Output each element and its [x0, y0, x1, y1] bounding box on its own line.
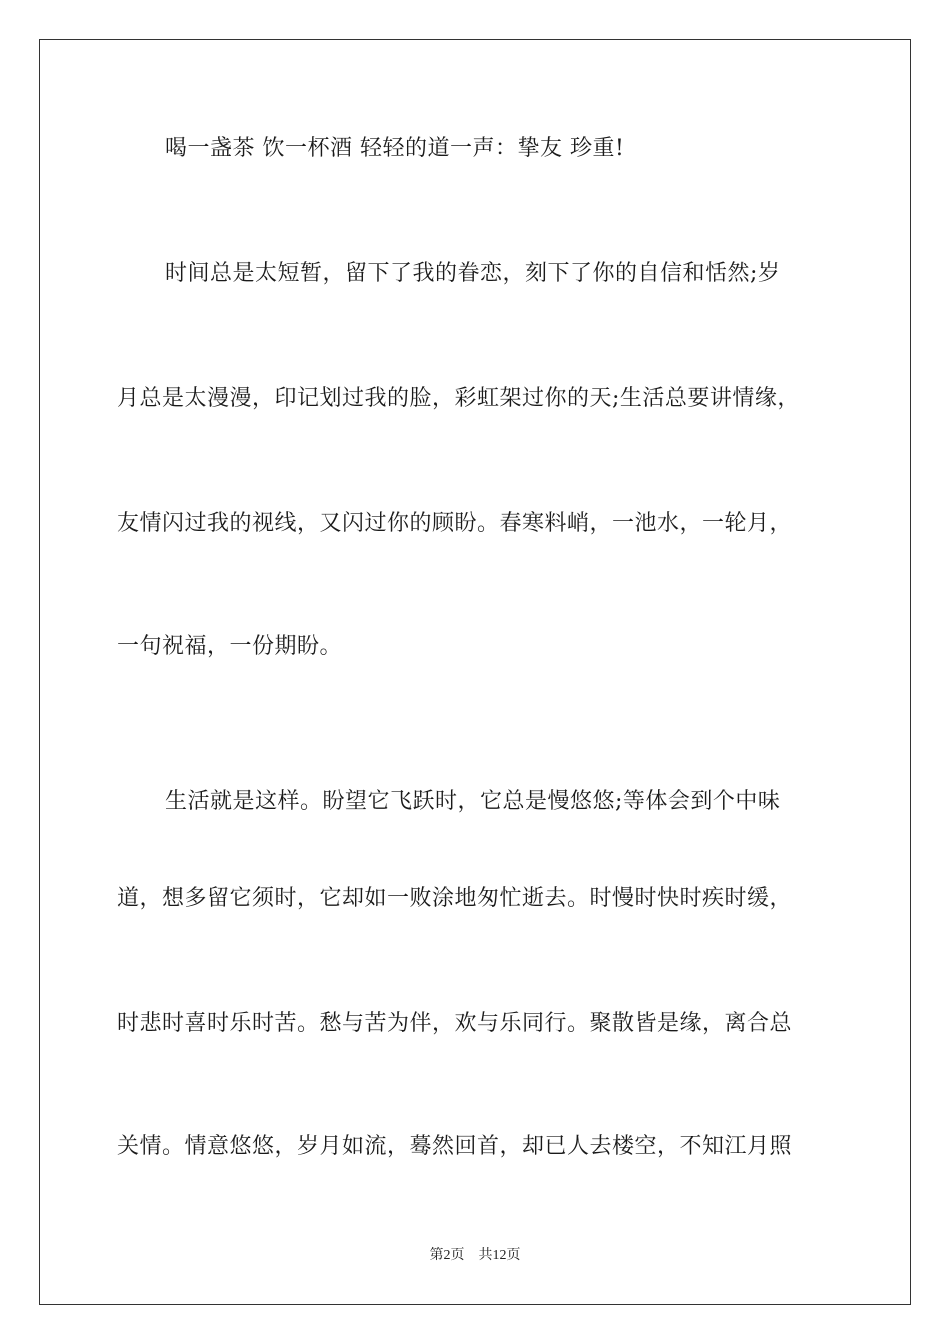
paragraph-line: 喝一盏茶 饮一杯酒 轻轻的道一声：挚友 珍重!	[165, 136, 625, 161]
paragraph-line: 月总是太漫漫，印记划过我的脸，彩虹架过你的天;生活总要讲情缘，	[117, 386, 800, 411]
paragraph-line: 道，想多留它须时，它却如一败涂地匆忙逝去。时慢时快时疾时缓，	[117, 886, 793, 911]
page-border	[39, 39, 911, 1305]
paragraph-line: 时间总是太短暂，留下了我的眷恋，刻下了你的自信和恬然;岁	[165, 261, 781, 286]
paragraph-line: 时悲时喜时乐时苦。愁与苦为伴，欢与乐同行。聚散皆是缘，离合总	[117, 1011, 793, 1036]
page-total: 共12页	[478, 1248, 521, 1263]
page-number: 第2页	[429, 1248, 465, 1263]
paragraph-line: 生活就是这样。盼望它飞跃时，它总是慢悠悠;等体会到个中味	[165, 789, 781, 814]
paragraph-line: 关情。情意悠悠，岁月如流，蓦然回首，却已人去楼空，不知江月照	[117, 1134, 793, 1159]
page-footer	[0, 1246, 950, 1266]
paragraph-line: 友情闪过我的视线，又闪过你的顾盼。春寒料峭，一池水，一轮月，	[117, 511, 793, 536]
paragraph-line: 一句祝福，一份期盼。	[117, 634, 343, 659]
